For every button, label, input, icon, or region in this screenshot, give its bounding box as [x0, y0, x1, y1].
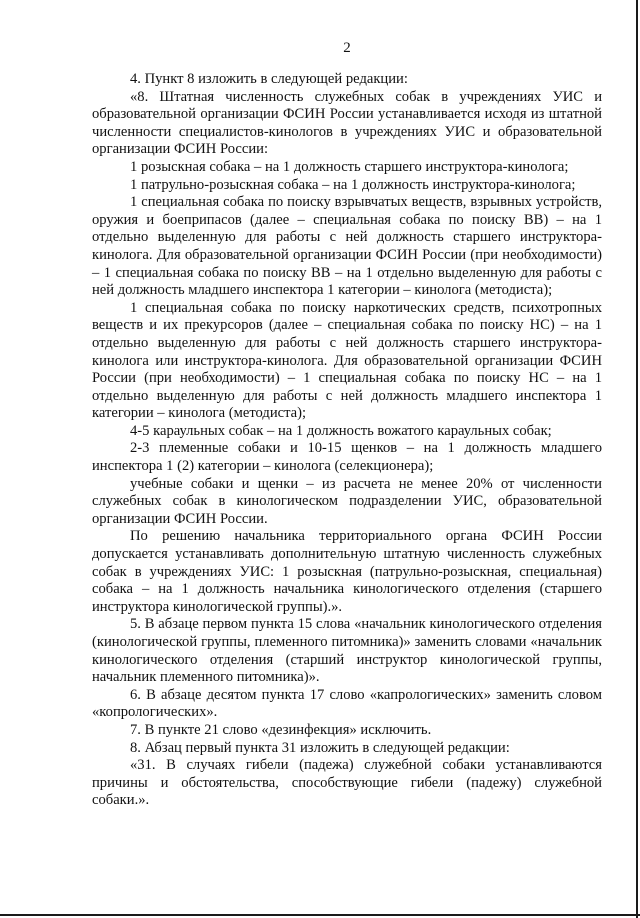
scan-edge-bottom	[0, 914, 640, 916]
paragraph-point-31: «31. В случаях гибели (падежа) служебной собаки устанавливаются причины и обстоятельства, способствующие гибели (падежу) служебной собаки.».	[92, 757, 602, 809]
page-number: 2	[343, 40, 351, 56]
paragraph-item-7: 7. В пункте 21 слово «дезинфекция» исключить.	[130, 721, 432, 738]
document-body	[92, 71, 602, 810]
paragraph-search-dog: 1 розыскная собака – на 1 должность старшего инструктора-кинолога;	[130, 158, 569, 175]
paragraph-item-6: 6. В абзаце десятом пункта 17 слово «капрологических» заменить словом «копрологических».	[92, 686, 602, 721]
paragraph-training-dogs: учебные собаки и щенки – из расчета не менее 20% от численности служебных собак в кинологическом подразделении УИС, образовательной организации ФСИН России.	[92, 475, 602, 527]
paragraph-item-4: 4. Пункт 8 изложить в следующей редакции:	[130, 71, 408, 87]
paragraph-regional-decision: По решению начальника территориального органа ФСИН России допускается устанавливать дополнительную штатную численность служебных собак в учреждениях УИС: 1 розыскная (патрульно-розыскная, специальная) собака – на 1 должность начальника кинологического отделения (старшего инструктора кинологической группы).».	[92, 528, 602, 615]
paragraph-item-8: 8. Абзац первый пункта 31 изложить в следующей редакции:	[130, 739, 510, 756]
scan-edge-right	[636, 0, 638, 918]
paragraph-item-5: 5. В абзаце первом пункта 15 слова «начальник кинологического отделения (кинологической группы, племенного питомника)» заменить словами «начальник кинологического отделения (старший инструктор кинологической группы, начальник племенного питомника)».	[92, 616, 602, 686]
paragraph-patrol-dog: 1 патрульно-розыскная собака – на 1 должность инструктора-кинолога;	[130, 176, 576, 193]
paragraph-breeding-dogs: 2-3 племенные собаки и 10-15 щенков – на 1 должность младшего инспектора 1 (2) категории – кинолога (селекционера);	[92, 440, 602, 475]
paragraph-narcotics-dog: 1 специальная собака по поиску наркотических средств, психотропных веществ и их прекурсоров (далее – специальная собака по поиску НС) – на 1 отдельно выделенную для работы с ней должность старшего инструктора-кинолога или инструктора-кинолога. Для образовательной организации ФСИН России (при необходимости) – 1 специальная собака по поиску НС – на 1 отдельно выделенную для работы с ней должность младшего инспектора 1 категории – кинолога (методиста);	[92, 299, 602, 422]
paragraph-guard-dogs: 4-5 караульных собак – на 1 должность вожатого караульных собак;	[130, 422, 552, 439]
paragraph-point-8-intro: «8. Штатная численность служебных собак в учреждениях УИС и образовательной организации ФСИН России устанавливается исходя из штатной численности специалистов-кинологов в учреждениях УИС и образовательной организации ФСИН России:	[92, 88, 602, 158]
paragraph-explosives-dog: 1 специальная собака по поиску взрывчатых веществ, взрывных устройств, оружия и боеприпасов (далее – специальная собака по поиску ВВ) – на 1 отдельно выделенную для работы с ней должность старшего инструктора-кинолога. Для образовательной организации ФСИН России (при необходимости) – 1 специальная собака по поиску ВВ – на 1 отдельно выделенную для работы с ней должность младшего инспектора 1 категории – кинолога (методиста);	[92, 194, 602, 299]
